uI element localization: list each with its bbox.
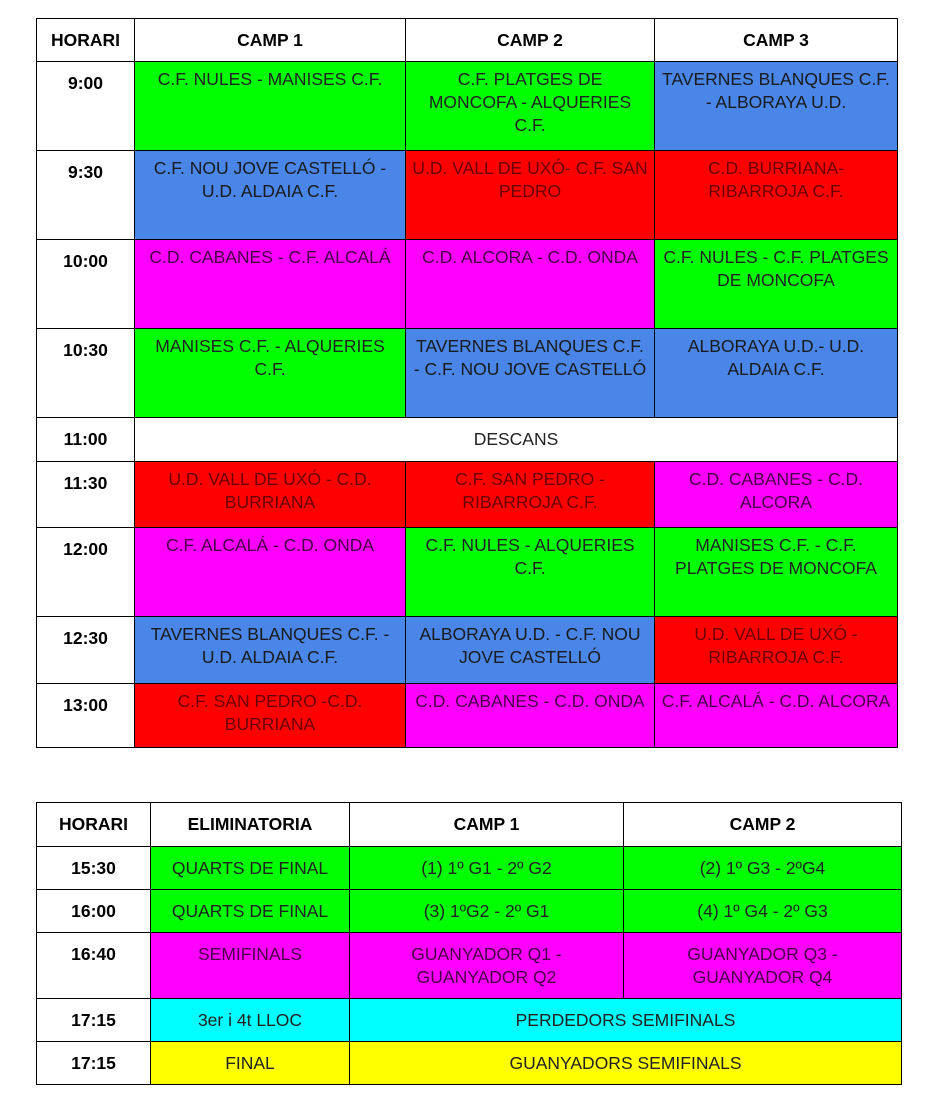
match-cell: GUANYADOR Q3 - GUANYADOR Q4: [624, 933, 902, 999]
match-cell: C.F. NULES - MANISES C.F.: [135, 62, 406, 151]
match-cell: C.D. CABANES - C.D. ALCORA: [655, 462, 898, 528]
time-cell: 15:30: [37, 847, 151, 890]
match-cell: U.D. VALL DE UXÓ- C.F. SAN PEDRO: [406, 151, 655, 240]
header-camp-1: CAMP 1: [350, 803, 624, 847]
match-cell: C.D. CABANES - C.D. ONDA: [406, 684, 655, 748]
knockout-table: [36, 802, 902, 1085]
group-schedule-table: [36, 18, 898, 748]
break-cell: DESCANS: [135, 418, 898, 462]
round-cell: SEMIFINALS: [151, 933, 350, 999]
break-row: [37, 418, 898, 462]
match-cell: C.F. PLATGES DE MONCOFA - ALQUERIES C.F.: [406, 62, 655, 151]
match-cell: ALBORAYA U.D. - C.F. NOU JOVE CASTELLÓ: [406, 617, 655, 684]
header-horari: HORARI: [37, 19, 135, 62]
header-eliminatoria: ELIMINATORIA: [151, 803, 350, 847]
round-cell: QUARTS DE FINAL: [151, 890, 350, 933]
match-cell: C.D. CABANES - C.F. ALCALÁ: [135, 240, 406, 329]
header-row: [37, 19, 898, 62]
match-cell: U.D. VALL DE UXÓ - C.D. BURRIANA: [135, 462, 406, 528]
match-cell: C.F. ALCALÁ - C.D. ONDA: [135, 528, 406, 617]
time-cell: 11:00: [37, 418, 135, 462]
match-cell: GUANYADOR Q1 - GUANYADOR Q2: [350, 933, 624, 999]
match-cell: (1) 1º G1 - 2º G2: [350, 847, 624, 890]
match-cell: C.F. NOU JOVE CASTELLÓ - U.D. ALDAIA C.F.: [135, 151, 406, 240]
table-row: [37, 999, 902, 1042]
time-cell: 9:00: [37, 62, 135, 151]
table-row: [37, 62, 898, 151]
header-camp-2: CAMP 2: [624, 803, 902, 847]
time-cell: 17:15: [37, 1042, 151, 1085]
match-cell: C.D. ALCORA - C.D. ONDA: [406, 240, 655, 329]
header-camp-1: CAMP 1: [135, 19, 406, 62]
time-cell: 12:30: [37, 617, 135, 684]
table-row: [37, 933, 902, 999]
header-camp-2: CAMP 2: [406, 19, 655, 62]
table-row: [37, 617, 898, 684]
time-cell: 17:15: [37, 999, 151, 1042]
time-cell: 13:00: [37, 684, 135, 748]
header-camp-3: CAMP 3: [655, 19, 898, 62]
match-cell: TAVERNES BLANQUES C.F. - U.D. ALDAIA C.F.: [135, 617, 406, 684]
table-row: [37, 151, 898, 240]
table-row: [37, 1042, 902, 1085]
match-cell: ALBORAYA U.D.- U.D. ALDAIA C.F.: [655, 329, 898, 418]
match-cell: U.D. VALL DE UXÓ - RIBARROJA C.F.: [655, 617, 898, 684]
table-row: [37, 240, 898, 329]
match-cell: C.F. SAN PEDRO -C.D. BURRIANA: [135, 684, 406, 748]
match-cell: TAVERNES BLANQUES C.F. - C.F. NOU JOVE CASTELLÓ: [406, 329, 655, 418]
match-cell: C.F. NULES - ALQUERIES C.F.: [406, 528, 655, 617]
time-cell: 10:30: [37, 329, 135, 418]
match-cell: C.F. SAN PEDRO - RIBARROJA C.F.: [406, 462, 655, 528]
time-cell: 16:00: [37, 890, 151, 933]
match-cell: MANISES C.F. - C.F. PLATGES DE MONCOFA: [655, 528, 898, 617]
header-row: [37, 803, 902, 847]
match-cell: TAVERNES BLANQUES C.F. - ALBORAYA U.D.: [655, 62, 898, 151]
table-row: [37, 847, 902, 890]
round-cell: FINAL: [151, 1042, 350, 1085]
time-cell: 10:00: [37, 240, 135, 329]
round-cell: QUARTS DE FINAL: [151, 847, 350, 890]
time-cell: 12:00: [37, 528, 135, 617]
match-cell: C.F. NULES - C.F. PLATGES DE MONCOFA: [655, 240, 898, 329]
table-row: [37, 528, 898, 617]
table-row: [37, 684, 898, 748]
table-row: [37, 890, 902, 933]
time-cell: 16:40: [37, 933, 151, 999]
match-cell: C.D. BURRIANA- RIBARROJA C.F.: [655, 151, 898, 240]
match-cell: (2) 1º G3 - 2ºG4: [624, 847, 902, 890]
table-row: [37, 329, 898, 418]
match-cell: GUANYADORS SEMIFINALS: [350, 1042, 902, 1085]
match-cell: MANISES C.F. - ALQUERIES C.F.: [135, 329, 406, 418]
match-cell: (3) 1ºG2 - 2º G1: [350, 890, 624, 933]
header-horari: HORARI: [37, 803, 151, 847]
round-cell: 3er i 4t LLOC: [151, 999, 350, 1042]
time-cell: 9:30: [37, 151, 135, 240]
table-row: [37, 462, 898, 528]
match-cell: (4) 1º G4 - 2º G3: [624, 890, 902, 933]
match-cell: PERDEDORS SEMIFINALS: [350, 999, 902, 1042]
match-cell: C.F. ALCALÁ - C.D. ALCORA: [655, 684, 898, 748]
time-cell: 11:30: [37, 462, 135, 528]
